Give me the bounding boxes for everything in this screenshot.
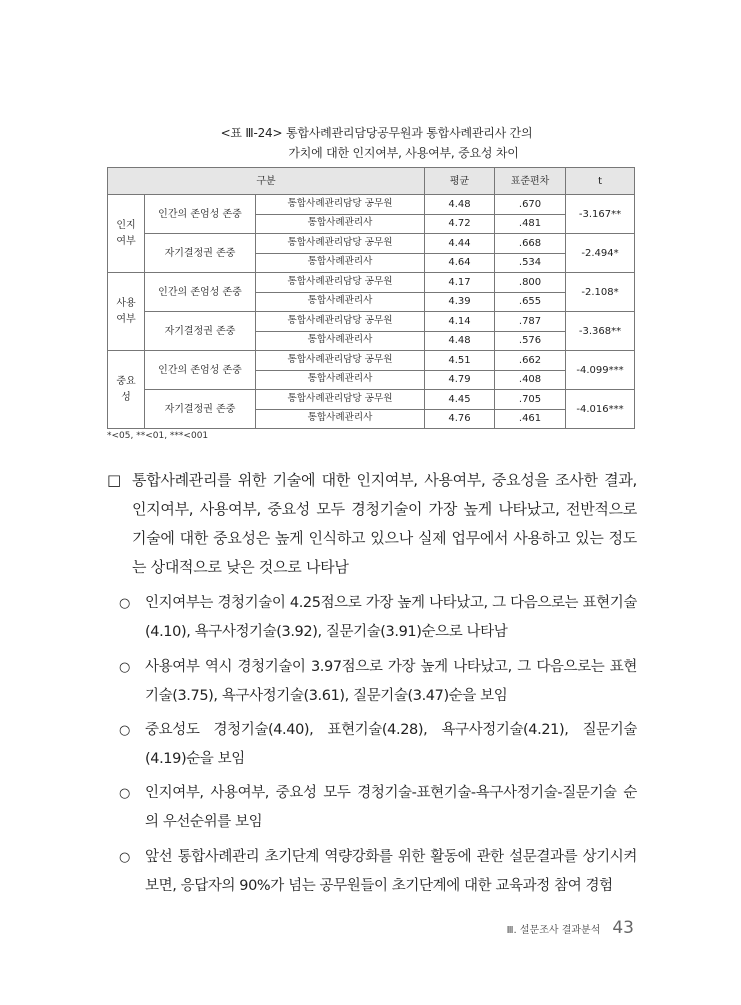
section-label: 사용 여부	[108, 273, 145, 351]
group-label: 통합사례관리담당 공무원	[256, 312, 425, 332]
square-bullet-icon: □	[107, 471, 121, 489]
group-label: 통합사례관리담당 공무원	[256, 390, 425, 410]
circle-bullet-icon: ○	[119, 786, 130, 801]
sd-cell: .662	[495, 351, 566, 371]
table-footnote: *<05, **<01, ***<001	[107, 431, 209, 441]
group-label: 통합사례관리사	[256, 214, 425, 234]
group-label: 통합사례관리사	[256, 331, 425, 351]
circle-bullet-icon: ○	[119, 723, 130, 738]
mean-cell: 4.64	[425, 253, 495, 273]
t-value-cell: -3.368**	[566, 312, 635, 351]
mean-cell: 4.79	[425, 370, 495, 390]
mean-cell: 4.51	[425, 351, 495, 371]
mean-cell: 4.76	[425, 409, 495, 429]
mean-cell: 4.14	[425, 312, 495, 332]
mean-cell: 4.45	[425, 390, 495, 410]
list-item	[119, 779, 637, 837]
sd-cell: .705	[495, 390, 566, 410]
sd-cell: .655	[495, 292, 566, 312]
group-label: 통합사례관리사	[256, 292, 425, 312]
circle-bullet-icon: ○	[119, 660, 130, 675]
group-label: 통합사례관리담당 공무원	[256, 273, 425, 293]
group-label: 통합사례관리사	[256, 253, 425, 273]
page-number: 43	[612, 918, 634, 938]
group-label: 통합사례관리사	[256, 409, 425, 429]
list-item	[119, 653, 637, 711]
table-caption-line2: 가치에 대한 인지여부, 사용여부, 중요성 차이	[288, 146, 519, 160]
list-item-text: 인지여부, 사용여부, 중요성 모두 경청기술-표현기술-욕구사정기술-질문기술 순의 우선순위를 보임	[145, 785, 637, 830]
group-label: 통합사례관리담당 공무원	[256, 195, 425, 215]
header-sd: 표준편차	[495, 168, 566, 195]
page-footer	[507, 918, 634, 938]
value-label: 인간의 존엄성 존중	[145, 351, 256, 390]
group-label: 통합사례관리사	[256, 370, 425, 390]
value-label: 자기결정권 존중	[145, 234, 256, 273]
value-label: 인간의 존엄성 존중	[145, 195, 256, 234]
mean-cell: 4.48	[425, 195, 495, 215]
mean-cell: 4.72	[425, 214, 495, 234]
sd-cell: .408	[495, 370, 566, 390]
list-item	[119, 589, 637, 647]
header-t: t	[566, 168, 635, 195]
chapter-label: Ⅲ. 설문조사 결과분석	[506, 925, 601, 936]
sd-cell: .668	[495, 234, 566, 254]
list-item	[119, 716, 637, 774]
table-caption-line1: <표 Ⅲ-24> 통합사례관리담당공무원과 통합사례관리사 간의	[220, 126, 533, 140]
group-label: 통합사례관리담당 공무원	[256, 351, 425, 371]
section-label: 중요 성	[108, 351, 145, 429]
header-category: 구분	[108, 168, 425, 195]
table-row	[108, 390, 635, 410]
list-item-text: 사용여부 역시 경청기술이 3.97점으로 가장 높게 나타났고, 그 다음으로는 표현기술(3.75), 욕구사정기술(3.61), 질문기술(3.47)순을 보임	[145, 659, 637, 704]
list-item	[119, 843, 637, 901]
mean-cell: 4.39	[425, 292, 495, 312]
sd-cell: .800	[495, 273, 566, 293]
circle-bullet-icon: ○	[119, 596, 130, 611]
group-label: 통합사례관리담당 공무원	[256, 234, 425, 254]
sd-cell: .481	[495, 214, 566, 234]
value-label: 자기결정권 존중	[145, 390, 256, 429]
table-header-row	[108, 168, 635, 195]
sd-cell: .534	[495, 253, 566, 273]
mean-cell: 4.44	[425, 234, 495, 254]
list-item-text: 앞선 통합사례관리 초기단계 역량강화를 위한 활동에 관한 설문결과를 상기시켜보면, 응답자의 90%가 넘는 공무원들이 초기단계에 대한 교육과정 참여 경험	[145, 849, 637, 894]
sd-cell: .461	[495, 409, 566, 429]
value-label: 자기결정권 존중	[145, 312, 256, 351]
header-mean: 평균	[425, 168, 495, 195]
table-row	[108, 234, 635, 254]
t-value-cell: -4.099***	[566, 351, 635, 390]
table-row	[108, 195, 635, 215]
table-body	[108, 195, 635, 429]
list-item-text: 중요성도 경청기술(4.40), 표현기술(4.28), 욕구사정기술(4.21), 질문기술(4.19)순을 보임	[145, 722, 637, 767]
summary-text: 통합사례관리를 위한 기술에 대한 인지여부, 사용여부, 중요성을 조사한 결과, 인지여부, 사용여부, 중요성 모두 경청기술이 가장 높게 나타났고, 전반적으로 기술에 대한 중요성은 높게 인식하고 있으나 실제 업무에서 사용하고 있는 정도는 상대적으로 낮은 것으로 나타남	[132, 471, 637, 576]
value-label: 인간의 존엄성 존중	[145, 273, 256, 312]
circle-bullet-icon: ○	[119, 850, 130, 865]
summary-paragraph	[107, 466, 637, 582]
comparison-table	[107, 167, 635, 429]
mean-cell: 4.48	[425, 331, 495, 351]
table-row	[108, 312, 635, 332]
table-row	[108, 351, 635, 371]
table-row	[108, 273, 635, 293]
sd-cell: .787	[495, 312, 566, 332]
t-value-cell: -2.494*	[566, 234, 635, 273]
section-label: 인지 여부	[108, 195, 145, 273]
sd-cell: .670	[495, 195, 566, 215]
mean-cell: 4.17	[425, 273, 495, 293]
t-value-cell: -2.108*	[566, 273, 635, 312]
list-item-text: 인지여부는 경청기술이 4.25점으로 가장 높게 나타났고, 그 다음으로는 표현기술(4.10), 욕구사정기술(3.92), 질문기술(3.91)순으로 나타남	[145, 595, 637, 640]
sd-cell: .576	[495, 331, 566, 351]
t-value-cell: -4.016***	[566, 390, 635, 429]
t-value-cell: -3.167**	[566, 195, 635, 234]
